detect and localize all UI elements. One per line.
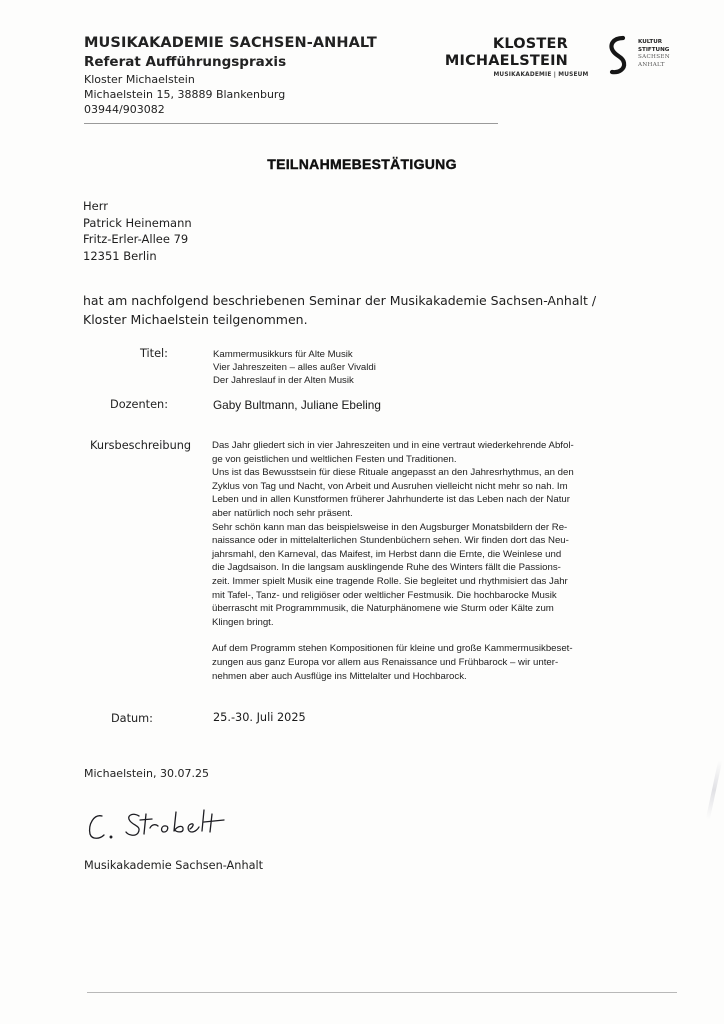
description-line: zeit. Immer spielt Musik eine tragende Rolle. Sie begleitet und rhythmisiert das Jahr <box>212 575 568 587</box>
course-title-line: Kammermusikkurs für Alte Musik <box>213 349 353 360</box>
logo-subtitle: MUSIKAKADEMIE | MUSEUM <box>493 72 589 78</box>
kulturstiftung-logo-text <box>638 39 670 69</box>
description-line: ge von geistlichen und weltlichen Festen und Traditionen. <box>212 453 457 465</box>
description-line: aber natürlich noch sehr präsent. <box>212 507 353 519</box>
description-paragraph <box>212 642 667 683</box>
place-and-date: Michaelstein, 30.07.25 <box>84 767 209 780</box>
description-line: naissance oder in mittelalterlichen Stundenbüchern sehen. Wir finden dort das Neu- <box>212 535 569 547</box>
letterhead <box>84 35 377 117</box>
description-line: Sehr schön kann man das beispielsweise in den Augsburger Monatsbildern der Re- <box>212 521 568 533</box>
logo-line: ANHALT <box>638 61 665 68</box>
intro-line: Kloster Michaelstein teilgenommen. <box>83 312 308 327</box>
course-title <box>213 348 376 388</box>
document-title: TEILNAHMEBESTÄTIGUNG <box>267 156 457 172</box>
description-line: nehmen aber auch Ausflüge ins Mittelalter und Hochbarock. <box>212 670 467 682</box>
recipient-address <box>83 198 192 264</box>
signature-caption: Musikakademie Sachsen-Anhalt <box>84 859 264 872</box>
header-divider <box>84 123 498 124</box>
description-line: Uns ist das Bewusstsein für diese Rituale angepasst an den Jahresrhythmus, an den <box>212 467 574 479</box>
phone-number: 03944/903082 <box>84 103 165 116</box>
s-swoosh-logo-icon <box>605 35 631 75</box>
logo-line: STIFTUNG <box>638 46 670 53</box>
description-line: zungen aus ganz Europa vor allem aus Renaissance und Frühbarock – wir unter- <box>212 656 559 668</box>
address-line: Kloster Michaelstein <box>84 73 195 86</box>
description-line: überrascht mit Programmmusik, die Naturphänomene wie Sturm oder Kälte zum <box>212 603 554 615</box>
description-line: Das Jahr gliedert sich in vier Jahreszeiten und in eine vertraut wiederkehrende Abfol- <box>212 440 574 451</box>
description-line: Leben und in allen Kunstformen früherer Jahrhunderte ist das Leben nach der Natur <box>212 494 570 506</box>
description-line: mit Tafel-, Tanz- und religiöser oder weltlicher Festmusik. Die hochbarocke Musik <box>212 589 557 601</box>
title-label: Titel: <box>139 347 168 360</box>
recipient-city: 12351 Berlin <box>83 248 157 263</box>
description-line: Zyklus von Tag und Nacht, von Arbeit und Ausruhen vielleicht nicht mehr so nah. Im <box>212 480 568 492</box>
description-line: jahrsmahl, den Karneval, das Maifest, im Herbst dann die Ernte, die Weinlese und <box>212 548 562 560</box>
date-label: Datum: <box>110 712 153 725</box>
recipient-street: Fritz-Erler-Allee 79 <box>83 232 189 246</box>
lecturers-label: Dozenten: <box>110 398 168 411</box>
address-line: Michaelstein 15, 38889 Blankenburg <box>84 88 286 101</box>
recipient-name: Patrick Heinemann <box>83 215 192 230</box>
scan-smudge <box>706 760 722 820</box>
description-line: die Jagdsaison. In die langsam ausklingende Ruhe des Winters fällt die Passions- <box>212 562 561 574</box>
course-title-line: Der Jahreslauf in der Alten Musik <box>213 375 354 387</box>
department-name: Referat Aufführungspraxis <box>84 54 287 70</box>
intro-statement <box>83 291 683 329</box>
sender-address <box>84 72 377 117</box>
description-label: Kursbeschreibung <box>90 439 192 452</box>
footer-divider <box>87 992 677 993</box>
handwritten-signature <box>84 804 264 848</box>
logo-wordmark <box>445 36 568 70</box>
course-description <box>212 439 667 683</box>
logo-line: SACHSEN <box>638 54 670 60</box>
logo-line: MICHAELSTEIN <box>444 53 568 69</box>
description-line: Klingen bringt. <box>212 616 274 628</box>
organization-name: MUSIKAKADEMIE SACHSEN-ANHALT <box>84 35 377 51</box>
intro-line: hat am nachfolgend beschriebenen Seminar der Musikakademie Sachsen-Anhalt / <box>83 293 597 308</box>
course-date: 25.-30. Juli 2025 <box>213 711 306 724</box>
logo-line: KLOSTER <box>492 36 568 52</box>
recipient-salutation: Herr <box>83 199 108 213</box>
description-line: Auf dem Programm stehen Kompositionen für kleine und große Kammermusikbeset- <box>212 643 573 655</box>
description-paragraph <box>212 439 667 629</box>
kloster-michaelstein-logo <box>444 33 680 83</box>
course-title-line: Vier Jahreszeiten – alles außer Vivaldi <box>213 362 376 374</box>
lecturers-value: Gaby Bultmann, Juliane Ebeling <box>213 398 381 412</box>
logo-line: KULTUR <box>638 39 663 45</box>
